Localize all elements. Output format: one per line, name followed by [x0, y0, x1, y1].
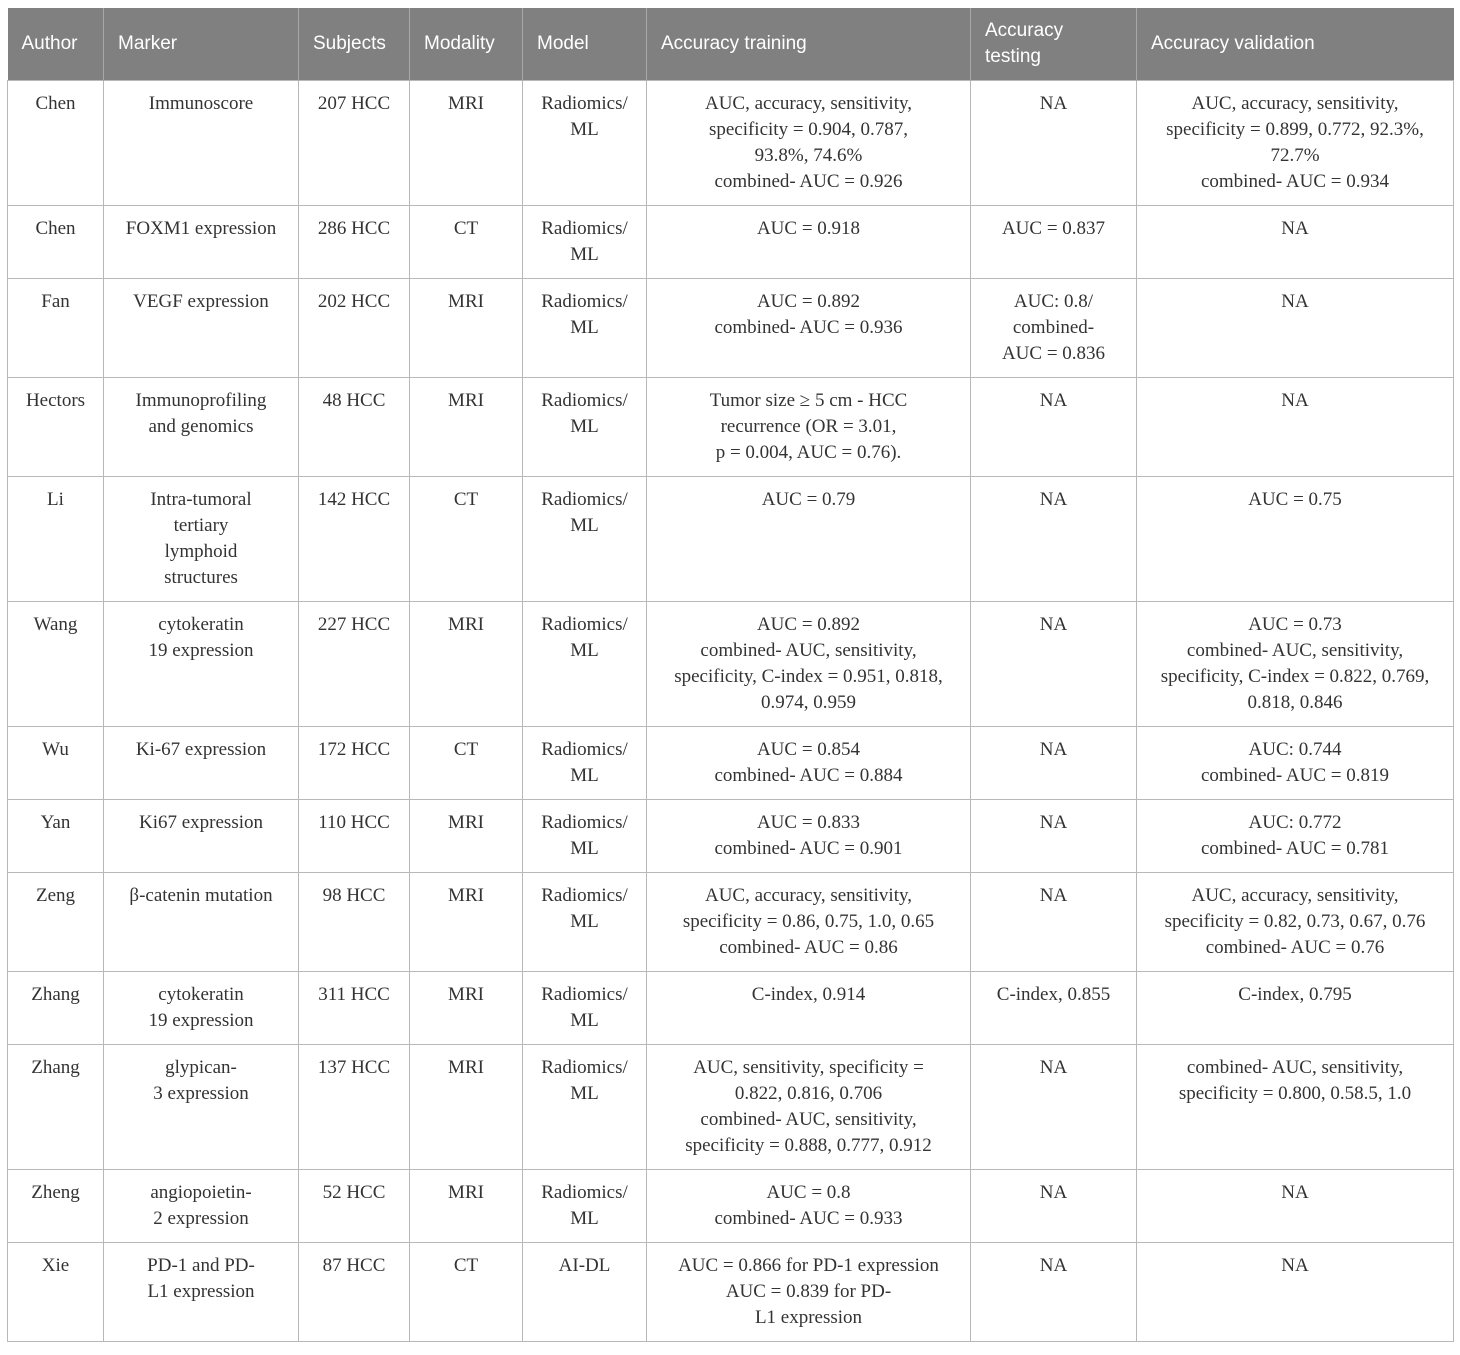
cell-accuracy-validation [1137, 873, 1454, 972]
cell-model-line: ML [570, 317, 599, 338]
cell-model [523, 279, 647, 378]
cell-author: Fan [8, 279, 104, 378]
cell-accuracy-testing [971, 873, 1137, 972]
cell-modality: MRI [410, 1045, 523, 1170]
cell-modality: MRI [410, 1170, 523, 1243]
cell-model-line: ML [570, 911, 599, 932]
cell-marker-line: Ki67 expression [138, 812, 263, 833]
cell-model-line: AI-DL [558, 1255, 611, 1276]
cell-marker-line: 19 expression [148, 640, 254, 661]
cell-marker-line: and genomics [148, 416, 254, 437]
cell-model-line: Radiomics/ [541, 218, 628, 239]
table-row [8, 602, 1454, 727]
cell-marker-line: angiopoietin- [150, 1182, 252, 1203]
table-row [8, 378, 1454, 477]
cell-accuracy-training-line: AUC = 0.79 [761, 489, 856, 510]
cell-accuracy-testing [971, 1243, 1137, 1342]
cell-marker-line: Ki-67 expression [135, 739, 267, 760]
cell-marker [104, 727, 299, 800]
cell-modality: MRI [410, 378, 523, 477]
cell-accuracy-testing [971, 81, 1137, 206]
cell-accuracy-validation [1137, 1243, 1454, 1342]
cell-marker [104, 378, 299, 477]
cell-model-line: Radiomics/ [541, 984, 628, 1005]
cell-model-line: Radiomics/ [541, 489, 628, 510]
cell-accuracy-validation-line: AUC, accuracy, sensitivity, [1191, 93, 1399, 114]
cell-accuracy-validation [1137, 477, 1454, 602]
cell-accuracy-validation-line: AUC = 0.73 [1248, 614, 1342, 635]
cell-accuracy-validation-line: NA [1281, 1182, 1309, 1203]
cell-accuracy-validation-line: C-index, 0.795 [1238, 984, 1352, 1005]
header-author: Author [8, 8, 104, 81]
cell-accuracy-training [647, 206, 971, 279]
header-modality: Modality [410, 8, 523, 81]
cell-marker-line: Intra-tumoral [150, 489, 252, 510]
cell-accuracy-training [647, 279, 971, 378]
cell-accuracy-validation [1137, 972, 1454, 1045]
cell-marker [104, 279, 299, 378]
cell-accuracy-validation [1137, 602, 1454, 727]
cell-accuracy-testing-line: NA [1039, 1255, 1068, 1276]
cell-model [523, 727, 647, 800]
cell-accuracy-testing [971, 279, 1137, 378]
cell-subjects: 48 HCC [299, 378, 410, 477]
cell-model-line: Radiomics/ [541, 291, 628, 312]
cell-accuracy-testing [971, 972, 1137, 1045]
cell-accuracy-testing [971, 1045, 1137, 1170]
cell-accuracy-testing-line: AUC = 0.837 [1001, 218, 1106, 239]
cell-model-line: ML [570, 515, 599, 536]
cell-subjects: 98 HCC [299, 873, 410, 972]
cell-subjects: 87 HCC [299, 1243, 410, 1342]
cell-accuracy-training-line: AUC = 0.8 [766, 1182, 851, 1203]
table-row [8, 1045, 1454, 1170]
cell-accuracy-validation-line: NA [1281, 1255, 1309, 1276]
cell-accuracy-training [647, 1243, 971, 1342]
cell-marker [104, 873, 299, 972]
cell-accuracy-validation-line: NA [1281, 218, 1309, 239]
table-row [8, 800, 1454, 873]
cell-model-line: ML [570, 1010, 599, 1031]
cell-author: Yan [8, 800, 104, 873]
cell-modality: CT [410, 1243, 523, 1342]
cell-author: Zeng [8, 873, 104, 972]
cell-accuracy-training-line: L1 expression [754, 1307, 863, 1328]
cell-accuracy-testing-line: NA [1039, 93, 1068, 114]
cell-accuracy-validation-line: combined- AUC, sensitivity, [1186, 1057, 1404, 1078]
header-accuracy-training: Accuracy training [647, 8, 971, 81]
cell-model-line: Radiomics/ [541, 739, 628, 760]
cell-marker-line: 19 expression [148, 1010, 254, 1031]
cell-accuracy-validation-line: combined- AUC = 0.819 [1200, 765, 1390, 786]
cell-accuracy-training-line: specificity = 0.86, 0.75, 1.0, 0.65 [682, 911, 935, 932]
header-subjects: Subjects [299, 8, 410, 81]
cell-subjects: 286 HCC [299, 206, 410, 279]
cell-accuracy-training [647, 972, 971, 1045]
cell-subjects: 172 HCC [299, 727, 410, 800]
cell-subjects: 227 HCC [299, 602, 410, 727]
cell-accuracy-training-line: combined- AUC = 0.884 [714, 765, 903, 786]
cell-accuracy-testing [971, 378, 1137, 477]
cell-accuracy-training [647, 873, 971, 972]
cell-accuracy-validation [1137, 800, 1454, 873]
cell-accuracy-training-line: AUC = 0.833 [756, 812, 861, 833]
cell-model [523, 1170, 647, 1243]
cell-accuracy-testing-line: C-index, 0.855 [996, 984, 1111, 1005]
cell-accuracy-validation [1137, 1170, 1454, 1243]
cell-marker-line: β-catenin mutation [129, 885, 273, 906]
cell-accuracy-training-line: C-index, 0.914 [751, 984, 866, 1005]
cell-accuracy-training [647, 800, 971, 873]
cell-accuracy-training-line: p = 0.004, AUC = 0.76). [715, 442, 902, 463]
cell-modality: MRI [410, 873, 523, 972]
cell-accuracy-validation-line: AUC = 0.75 [1248, 489, 1342, 510]
cell-accuracy-training-line: specificity = 0.904, 0.787, [708, 119, 909, 140]
cell-marker-line: L1 expression [147, 1281, 255, 1302]
cell-accuracy-testing-line: NA [1039, 614, 1068, 635]
cell-subjects: 311 HCC [299, 972, 410, 1045]
cell-accuracy-training-line: AUC = 0.892 [756, 291, 861, 312]
table-row [8, 727, 1454, 800]
cell-author: Wu [8, 727, 104, 800]
cell-marker-line: FOXM1 expression [125, 218, 277, 239]
cell-model-line: ML [570, 416, 599, 437]
cell-accuracy-training-line: recurrence (OR = 3.01, [720, 416, 897, 437]
cell-accuracy-validation-line: NA [1281, 390, 1309, 411]
cell-accuracy-training-line: combined- AUC, sensitivity, [700, 1109, 917, 1130]
cell-accuracy-validation-line: NA [1281, 291, 1309, 312]
cell-accuracy-validation-line: 72.7% [1270, 145, 1320, 166]
cell-model-line: Radiomics/ [541, 614, 628, 635]
cell-accuracy-validation-line: AUC, accuracy, sensitivity, [1191, 885, 1399, 906]
table-row [8, 206, 1454, 279]
cell-accuracy-training-line: combined- AUC = 0.936 [714, 317, 903, 338]
cell-accuracy-training-line: AUC, sensitivity, specificity = [693, 1057, 924, 1078]
cell-accuracy-validation-line: combined- AUC = 0.934 [1200, 171, 1390, 192]
cell-marker [104, 206, 299, 279]
header-marker: Marker [104, 8, 299, 81]
cell-marker [104, 1243, 299, 1342]
cell-model [523, 972, 647, 1045]
cell-accuracy-testing [971, 727, 1137, 800]
cell-accuracy-training [647, 1170, 971, 1243]
cell-accuracy-training-line: 93.8%, 74.6% [754, 145, 863, 166]
cell-model-line: Radiomics/ [541, 93, 628, 114]
cell-accuracy-training-line: specificity, C-index = 0.951, 0.818, [674, 666, 943, 687]
cell-model-line: Radiomics/ [541, 1057, 628, 1078]
cell-marker [104, 800, 299, 873]
cell-accuracy-validation-line: AUC: 0.772 [1248, 812, 1342, 833]
cell-accuracy-validation [1137, 727, 1454, 800]
cell-marker-line: Immunoprofiling [135, 390, 267, 411]
cell-model-line: ML [570, 640, 599, 661]
cell-marker-line: glypican- [165, 1057, 237, 1078]
cell-marker [104, 1045, 299, 1170]
cell-model [523, 873, 647, 972]
cell-model [523, 1243, 647, 1342]
cell-accuracy-testing-line: NA [1039, 812, 1068, 833]
cell-accuracy-training [647, 727, 971, 800]
cell-model-line: ML [570, 1083, 599, 1104]
cell-model-line: Radiomics/ [541, 885, 628, 906]
cell-marker-line: Immunoscore [148, 93, 254, 114]
cell-model [523, 81, 647, 206]
cell-subjects: 142 HCC [299, 477, 410, 602]
cell-accuracy-testing [971, 800, 1137, 873]
cell-accuracy-testing-line: combined- [1012, 317, 1095, 338]
results-table [7, 8, 1454, 1342]
cell-accuracy-training [647, 81, 971, 206]
cell-accuracy-validation-line: specificity = 0.899, 0.772, 92.3%, [1166, 119, 1424, 140]
cell-accuracy-training-line: AUC = 0.892 [756, 614, 861, 635]
cell-accuracy-validation-line: specificity, C-index = 0.822, 0.769, [1160, 666, 1430, 687]
cell-accuracy-training-line: AUC = 0.839 for PD- [725, 1281, 892, 1302]
table-row [8, 873, 1454, 972]
header-model: Model [523, 8, 647, 81]
cell-subjects: 110 HCC [299, 800, 410, 873]
cell-model-line: ML [570, 838, 599, 859]
table-container [7, 8, 1453, 1342]
cell-accuracy-validation-line: specificity = 0.800, 0.58.5, 1.0 [1178, 1083, 1412, 1104]
cell-accuracy-training-line: AUC = 0.866 for PD-1 expression [678, 1255, 939, 1276]
cell-author: Zhang [8, 1045, 104, 1170]
cell-accuracy-validation-line: specificity = 0.82, 0.73, 0.67, 0.76 [1164, 911, 1426, 932]
cell-accuracy-validation-line: combined- AUC = 0.76 [1205, 937, 1385, 958]
table-row [8, 279, 1454, 378]
cell-accuracy-training-line: 0.822, 0.816, 0.706 [734, 1083, 883, 1104]
cell-marker-line: structures [164, 567, 238, 588]
cell-model [523, 800, 647, 873]
cell-model-line: ML [570, 1208, 599, 1229]
cell-accuracy-training [647, 378, 971, 477]
cell-modality: MRI [410, 279, 523, 378]
cell-author: Hectors [8, 378, 104, 477]
cell-author: Xie [8, 1243, 104, 1342]
cell-accuracy-testing [971, 477, 1137, 602]
cell-accuracy-testing [971, 602, 1137, 727]
cell-accuracy-training-line: combined- AUC, sensitivity, [700, 640, 917, 661]
cell-accuracy-testing-line: NA [1039, 739, 1068, 760]
cell-modality: MRI [410, 800, 523, 873]
cell-author: Zhang [8, 972, 104, 1045]
cell-accuracy-training-line: combined- AUC = 0.933 [714, 1208, 903, 1229]
cell-accuracy-training-line: AUC, accuracy, sensitivity, [704, 93, 912, 114]
cell-marker [104, 477, 299, 602]
cell-modality: MRI [410, 81, 523, 206]
table-body [8, 81, 1454, 1342]
table-row [8, 477, 1454, 602]
cell-accuracy-training-line: AUC = 0.854 [756, 739, 861, 760]
cell-accuracy-testing-line: NA [1039, 885, 1068, 906]
cell-subjects: 207 HCC [299, 81, 410, 206]
cell-modality: CT [410, 727, 523, 800]
cell-subjects: 52 HCC [299, 1170, 410, 1243]
cell-model [523, 378, 647, 477]
cell-model-line: Radiomics/ [541, 1182, 628, 1203]
table-row [8, 1243, 1454, 1342]
cell-modality: MRI [410, 972, 523, 1045]
cell-marker [104, 972, 299, 1045]
cell-accuracy-validation-line: combined- AUC, sensitivity, [1186, 640, 1404, 661]
cell-accuracy-validation [1137, 1045, 1454, 1170]
cell-accuracy-testing-line: AUC = 0.836 [1001, 343, 1106, 364]
cell-model-line: Radiomics/ [541, 390, 628, 411]
cell-author: Li [8, 477, 104, 602]
cell-accuracy-training-line: combined- AUC = 0.901 [714, 838, 903, 859]
cell-model [523, 477, 647, 602]
cell-accuracy-testing [971, 1170, 1137, 1243]
cell-marker-line: VEGF expression [133, 291, 269, 312]
cell-model [523, 602, 647, 727]
cell-marker [104, 81, 299, 206]
cell-accuracy-training-line: combined- AUC = 0.86 [719, 937, 898, 958]
cell-accuracy-validation-line: AUC: 0.744 [1248, 739, 1342, 760]
table-row [8, 972, 1454, 1045]
cell-accuracy-training-line: combined- AUC = 0.926 [714, 171, 903, 192]
cell-author: Zheng [8, 1170, 104, 1243]
cell-marker-line: PD-1 and PD- [147, 1255, 255, 1276]
cell-accuracy-testing-line: NA [1039, 1057, 1068, 1078]
cell-accuracy-validation [1137, 206, 1454, 279]
cell-marker-line: lymphoid [164, 541, 238, 562]
cell-accuracy-training [647, 602, 971, 727]
cell-model-line: ML [570, 119, 599, 140]
cell-marker [104, 602, 299, 727]
cell-author: Chen [8, 206, 104, 279]
cell-accuracy-validation [1137, 378, 1454, 477]
cell-author: Wang [8, 602, 104, 727]
cell-accuracy-testing-line: NA [1039, 489, 1068, 510]
cell-model-line: Radiomics/ [541, 812, 628, 833]
cell-accuracy-training-line: specificity = 0.888, 0.777, 0.912 [685, 1135, 932, 1156]
cell-author: Chen [8, 81, 104, 206]
cell-model [523, 1045, 647, 1170]
cell-accuracy-testing-line: NA [1039, 1182, 1068, 1203]
cell-accuracy-training-line: 0.974, 0.959 [761, 692, 856, 713]
cell-marker-line: cytokeratin [158, 984, 244, 1005]
cell-accuracy-training-line: Tumor size ≥ 5 cm - HCC [709, 390, 908, 411]
cell-modality: CT [410, 206, 523, 279]
cell-marker-line: tertiary [173, 515, 229, 536]
cell-model-line: ML [570, 244, 599, 265]
cell-modality: MRI [410, 602, 523, 727]
table-row [8, 1170, 1454, 1243]
cell-marker-line: cytokeratin [158, 614, 244, 635]
table-row [8, 81, 1454, 206]
cell-accuracy-training-line: AUC = 0.918 [756, 218, 861, 239]
cell-accuracy-validation-line: combined- AUC = 0.781 [1200, 838, 1390, 859]
table-header [8, 8, 1454, 81]
cell-accuracy-testing-line: AUC: 0.8/ [1013, 291, 1094, 312]
cell-accuracy-validation [1137, 81, 1454, 206]
cell-accuracy-training [647, 1045, 971, 1170]
cell-marker-line: 3 expression [153, 1083, 249, 1104]
header-accuracy-testing: Accuracy testing [971, 8, 1137, 81]
cell-subjects: 202 HCC [299, 279, 410, 378]
cell-accuracy-validation-line: 0.818, 0.846 [1247, 692, 1343, 713]
cell-subjects: 137 HCC [299, 1045, 410, 1170]
cell-accuracy-training-line: AUC, accuracy, sensitivity, [704, 885, 912, 906]
cell-accuracy-testing-line: NA [1039, 390, 1068, 411]
cell-model-line: ML [570, 765, 599, 786]
cell-accuracy-validation [1137, 279, 1454, 378]
cell-marker [104, 1170, 299, 1243]
cell-modality: CT [410, 477, 523, 602]
cell-accuracy-training [647, 477, 971, 602]
header-accuracy-validation: Accuracy validation [1137, 8, 1454, 81]
cell-model [523, 206, 647, 279]
cell-marker-line: 2 expression [153, 1208, 249, 1229]
cell-accuracy-testing [971, 206, 1137, 279]
header-row [8, 8, 1454, 81]
